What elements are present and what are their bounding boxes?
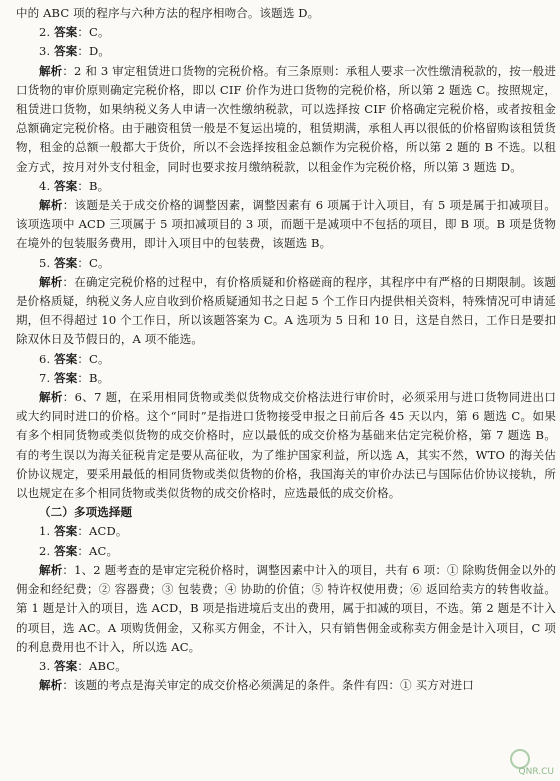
text-line-content: 中的 ABC 项的程序与六种方法的程序相吻合。该题选 D。: [16, 6, 320, 20]
answer-label: 答案: [54, 44, 78, 59]
answer-value: ：C。: [77, 255, 110, 270]
explanation-label: 解析: [39, 390, 63, 405]
explanation-text: ：1、2 题考查的是审定完税价格时，调整因素中计入的项目，共有 6 项：① 除购货佣金以外的佣金和经纪费；② 容器费；③ 包装费；④ 协助的价值；⑤ 特许权使用费；⑥ 返回给卖方的转售收益。第 1 题是计入的项目，选 ACD，B 项是指进境后支出的费用，属于扣减的项目，不选。第 2 题是不计入的项目，选 AC。A 项购货佣金，又称买方佣金，不计入，只有销售佣金或称卖方佣金是计入项目，C 项的利息费用也不计入，所以选 AC。: [16, 562, 556, 654]
item-number: 3.: [39, 658, 55, 673]
explanation-label: 解析: [39, 562, 63, 577]
explanation-paragraph: [16, 196, 556, 254]
explanation-paragraph: [16, 273, 556, 350]
explanation-text: ：该题的考点是海关审定的成交价格必须满足的条件。条件有四：① 买方对进口: [62, 678, 474, 693]
answer-label: 答案: [54, 178, 78, 193]
answer-line: [16, 254, 556, 273]
answer-line: [16, 42, 556, 61]
section-heading: [16, 503, 556, 522]
explanation-paragraph: [16, 388, 556, 503]
answer-line: [16, 23, 556, 42]
answer-value: ：B。: [77, 370, 110, 385]
answer-label: 答案: [54, 25, 78, 40]
answer-line: [16, 177, 556, 196]
watermark-logo-icon: [510, 749, 530, 769]
answer-label: 答案: [54, 543, 78, 558]
item-number: 4.: [39, 178, 55, 193]
answer-line: [16, 350, 556, 369]
explanation-paragraph: [16, 561, 556, 657]
watermark: QNR.CU: [518, 767, 554, 777]
answer-line: [16, 369, 556, 388]
answer-label: 答案: [54, 524, 78, 539]
answer-value: ：ABC。: [77, 658, 127, 673]
explanation-text: ：6、7 题，在采用相同货物或类似货物成交价格法进行审价时，必须采用与进口货物同进出口或大约同时进口的价格。这个“同时”是指进口货物接受申报之日前后各 45 天以内，第 6 题选 C。如果有多个相同货物或类似货物的成交价格时，应以最低的成交价格为基础来估定完税价格，第 7 题选 B。有的考生误以为海关征税肯定是要从高征收，为了维护国家利益，所以选 A，其实不然，WTO 的海关估价协议规定，要采用最低的相同货物或类似货物的价格，我国海关的审价办法已与国际估价协议接轨，所以也规定在多个相同货物或类似货物的成交价格时，应选最低的成交价格。: [16, 390, 556, 501]
answer-value: ：C。: [77, 25, 110, 40]
section-heading-text: （二）多项选择题: [39, 505, 133, 520]
answer-label: 答案: [54, 370, 78, 385]
answer-value: ：AC。: [77, 543, 119, 558]
answer-value: ：B。: [77, 178, 110, 193]
answer-value: ：ACD。: [77, 524, 128, 539]
item-number: 5.: [39, 255, 55, 270]
explanation-paragraph: [16, 62, 556, 177]
answer-value: ：C。: [77, 351, 110, 366]
answer-line: [16, 522, 556, 541]
item-number: 3.: [39, 44, 55, 59]
explanation-label: 解析: [39, 678, 63, 693]
explanation-text: ：在确定完税价格的过程中，有价格质疑和价格磋商的程序，其程序中有严格的日期限制。该题是价格质疑，纳税义务人应自收到价格质疑通知书之日起 5 个工作日内提供相关资料，特殊情况可申请延期，但不得超过 10 个工作日，所以该题答案为 C。A 选项为 5 日和 10 日，这是自然日，工作日是要扣除双休日及节假日的，A 项不能选。: [16, 274, 556, 347]
explanation-text: ：2 和 3 审定租赁进口货物的完税价格。有三条原则：承租人要求一次性缴清税款的，按一般进口货物的审价原则确定完税价格，即以 CIF 价作为进口货物的完税价格，所以第 2 题选 C。按照规定，租赁进口货物，如果纳税义务人申请一次性缴纳税款，可以选择按 CIF 价格确定完税价格，或者按租金总额确定完税价格。由于融资租赁一般是不复运出境的，租赁期满，承租人再以很低的价格留购该租赁货物，租金的总额一般都大于货价，所以不会选择按租金总额作为完税价格，所以第 2 题的 B 不选。以租金方式，按月对外支付租金，同时也要求按月缴纳税款，以租金作为完税价格，所以第 3 题选 D。: [16, 63, 556, 174]
explanation-label: 解析: [39, 274, 63, 289]
explanation-paragraph: [16, 676, 556, 695]
answer-label: 答案: [54, 255, 78, 270]
item-number: 1.: [39, 524, 55, 539]
item-number: 7.: [39, 370, 55, 385]
answer-line: [16, 542, 556, 561]
answer-value: ：D。: [77, 44, 111, 59]
answer-line: [16, 657, 556, 676]
answer-label: 答案: [54, 658, 78, 673]
item-number: 6.: [39, 351, 55, 366]
item-number: 2.: [39, 25, 55, 40]
item-number: 2.: [39, 543, 55, 558]
answer-label: 答案: [54, 351, 78, 366]
text-line: [16, 4, 556, 23]
explanation-label: 解析: [39, 63, 63, 78]
explanation-label: 解析: [39, 198, 63, 213]
explanation-text: ：该题是关于成交价格的调整因素，调整因素有 6 项属于计入项目，有 5 项是属于扣减项目。该项选项中 ACD 三项属于 5 项扣减项目的 3 项，而题干是减项中不包括的项目，即 B 项。B 项是货物在境外的包装服务费用，即计入项目中的包装费，该题选 B。: [16, 198, 556, 251]
